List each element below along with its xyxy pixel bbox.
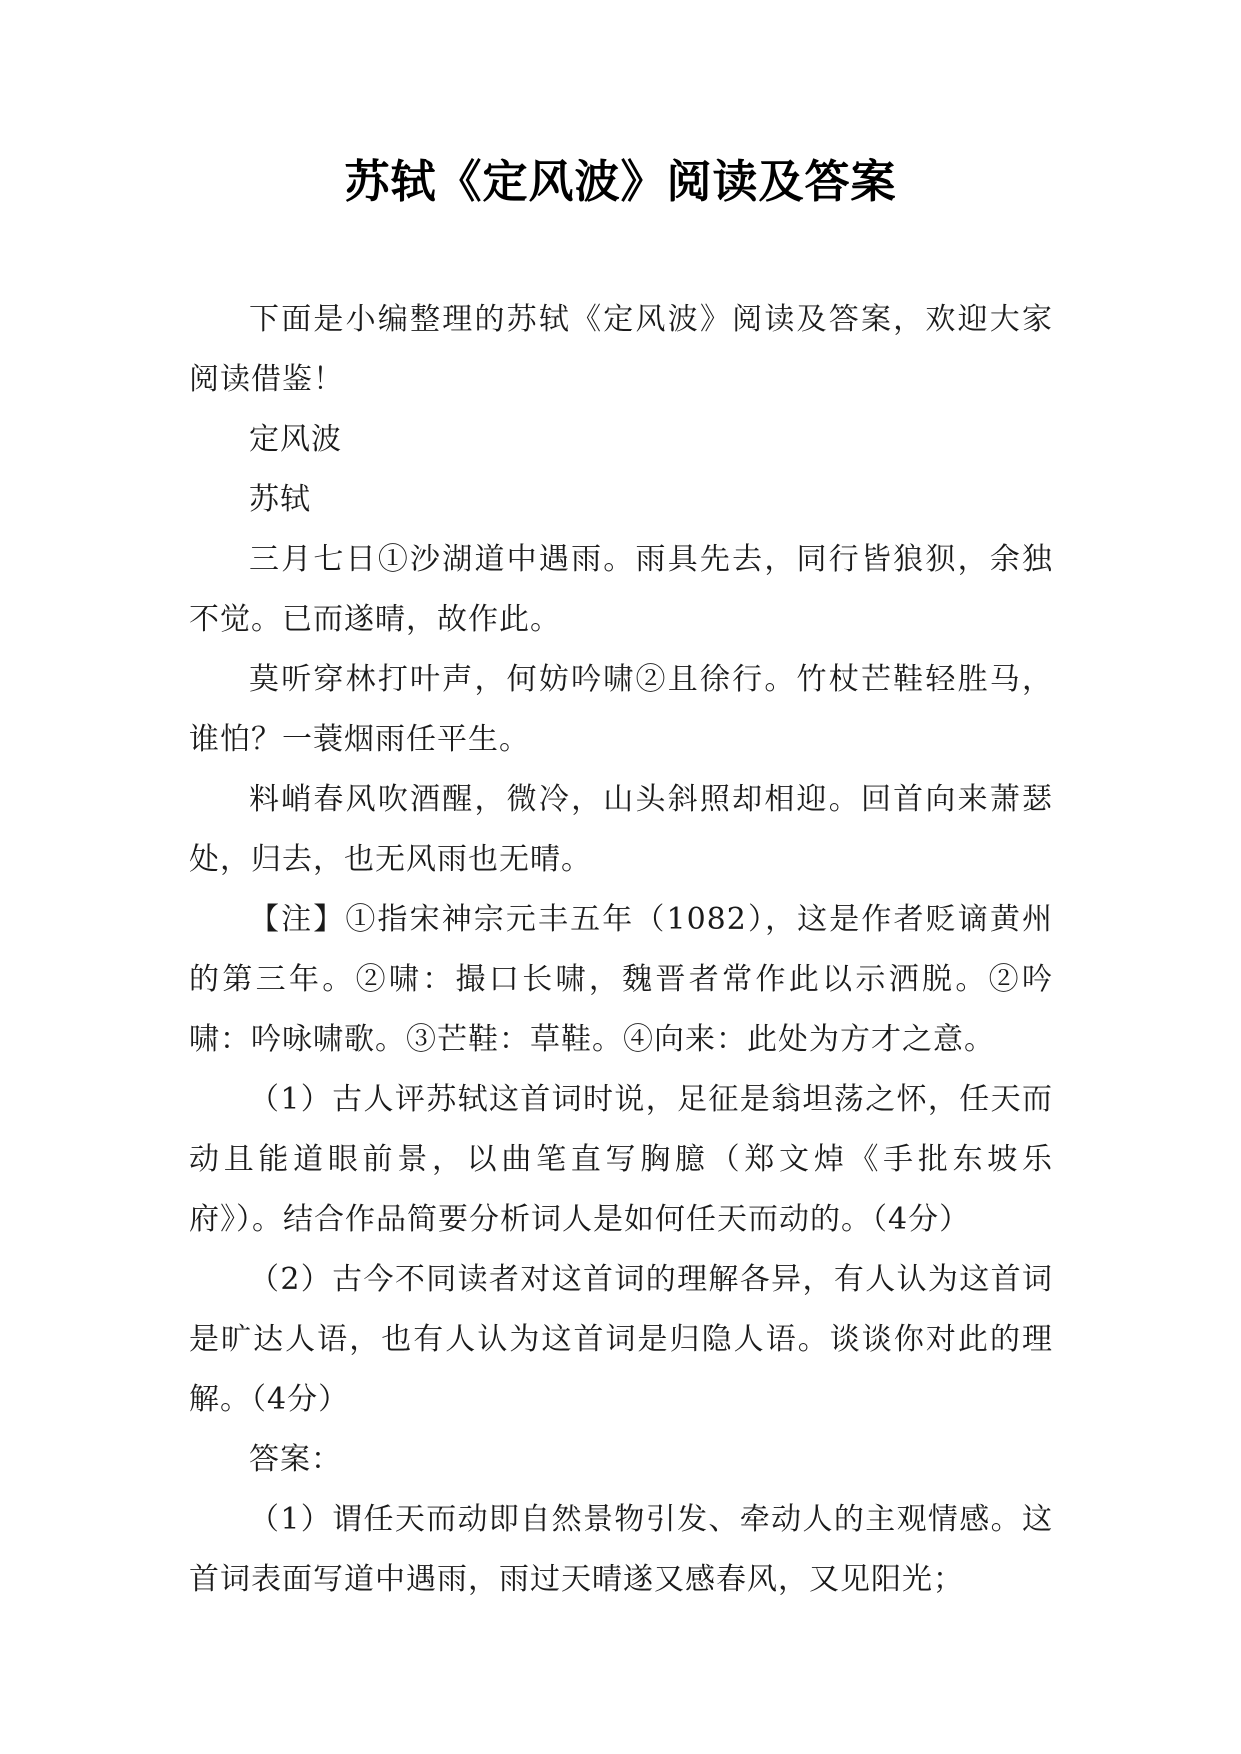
poem-author: 苏轼 xyxy=(249,482,311,517)
intro-paragraph: 下面是小编整理的苏轼《定风波》阅读及答案，欢迎大家阅读借鉴！ xyxy=(189,302,1053,397)
poem-preface: 三月七日①沙湖道中遇雨。雨具先去，同行皆狼狈，余独不觉。已而遂晴，故作此。 xyxy=(189,542,1053,637)
poem-stanza-2: 料峭春风吹酒醒，微冷，山头斜照却相迎。回首向来萧瑟处，归去，也无风雨也无晴。 xyxy=(189,782,1053,877)
poem-stanza-1: 莫听穿林打叶声，何妨吟啸②且徐行。竹杖芒鞋轻胜马，谁怕？一蓑烟雨任平生。 xyxy=(189,662,1053,757)
answer-1: （1）谓任天而动即自然景物引发、牵动人的主观情感。这首词表面写道中遇雨，雨过天晴遂又感春风，又见阳光； xyxy=(189,1502,1053,1597)
poem-title: 定风波 xyxy=(249,422,342,457)
document-title: 苏轼《定风波》阅读及答案 xyxy=(344,155,897,208)
answer-heading: 答案： xyxy=(249,1442,342,1477)
document-body xyxy=(189,290,1053,1610)
annotation-note: 【注】①指宋神宗元丰五年（1082），这是作者贬谪黄州的第三年。②啸：撮口长啸，魏晋者常作此以示洒脱。②吟啸：吟咏啸歌。③芒鞋：草鞋。④向来：此处为方才之意。 xyxy=(189,902,1053,1057)
question-2: （2）古今不同读者对这首词的理解各异，有人认为这首词是旷达人语，也有人认为这首词是归隐人语。谈谈你对此的理解。（4分） xyxy=(189,1262,1053,1417)
question-1: （1）古人评苏轼这首词时说，足征是翁坦荡之怀，任天而动且能道眼前景，以曲笔直写胸臆（郑文焯《手批东坡乐府》）。结合作品简要分析词人是如何任天而动的。（4分） xyxy=(189,1082,1053,1237)
